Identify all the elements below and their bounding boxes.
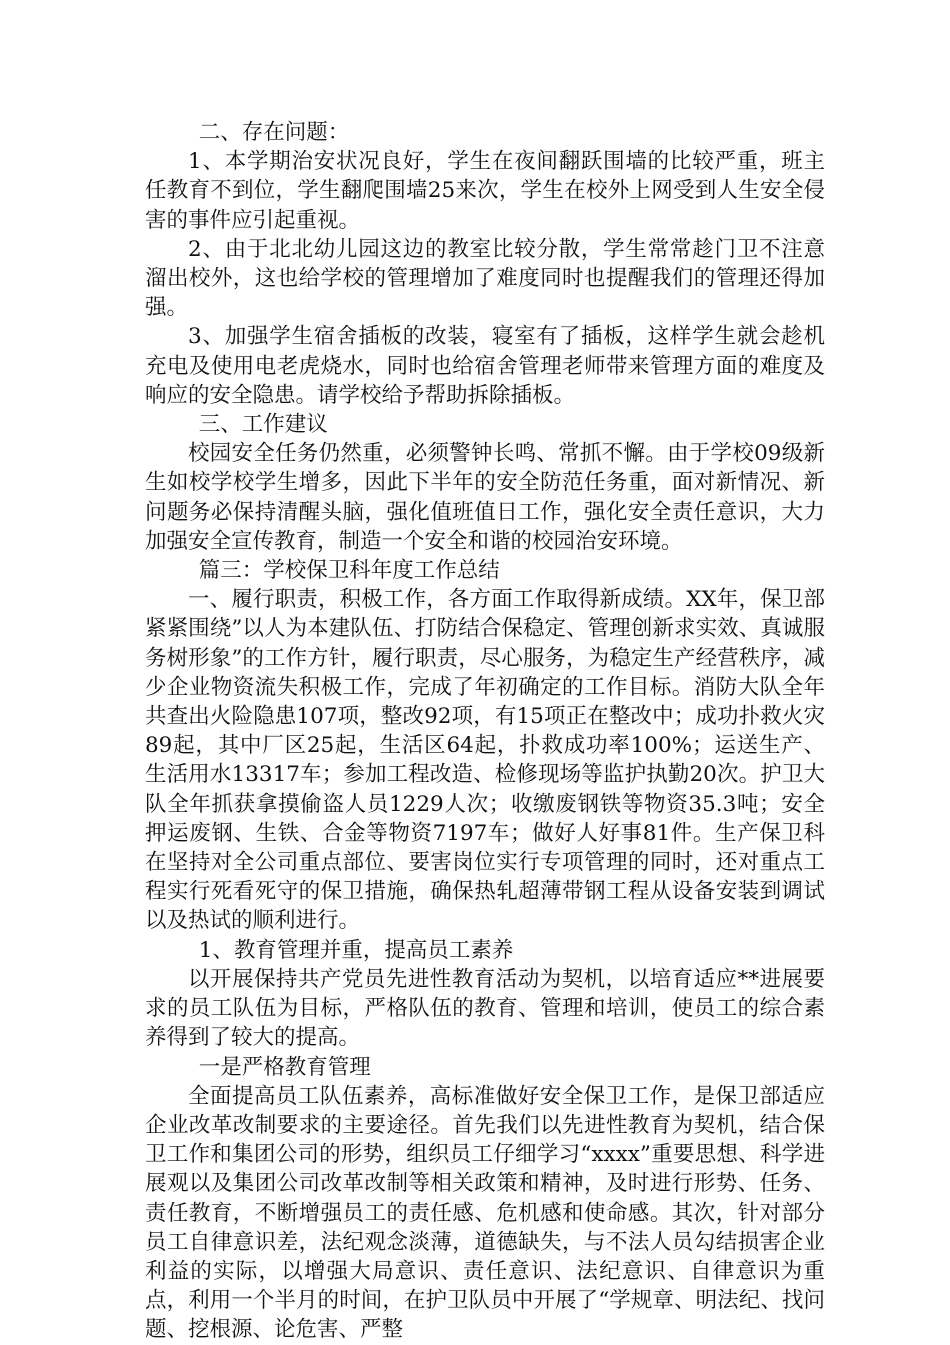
paragraph-education: 以开展保持共产党员先进性教育活动为契机，以培育适应**进展要求的员工队伍为目标，严格队伍的教育、管理和培训，使员工的综合素养得到了较大的提高。: [145, 966, 825, 1051]
section-heading-strict-management: 一是严格教育管理: [198, 1054, 371, 1080]
section-heading-suggestions: 三、工作建议: [198, 412, 328, 438]
section-heading-education: 1、教育管理并重，提高员工素养: [198, 937, 514, 963]
section-heading-part-three: 篇三：学校保卫科年度工作总结: [198, 558, 500, 584]
paragraph-suggestion: 校园安全任务仍然重，必须警钟长鸣、常抓不懈。由于学校09级新生如校学校学生增多，因此下半年的安全防范任务重，面对新情况、新问题务必保持清醒头脑，强化值班值日工作，强化安全责任意识，大力加强安全宣传教育，制造一个安全和谐的校园治安环境。: [145, 441, 825, 554]
paragraph-strict-management: 全面提高员工队伍素养，高标准做好安全保卫工作，是保卫部适应企业改革改制要求的主要途径。首先我们以先进性教育为契机，结合保卫工作和集团公司的形势，组织员工仔细学习“xxxx”重要思想、科学进展观以及集团公司改革改制等相关政策和精神，及时进行形势、任务、责任教育，不断增强员工的责任感、危机感和使命感。其次，针对部分员工自律意识差，法纪观念淡薄，道德缺失，与不法人员勾结损害企业利益的实际，以增强大局意识、责任意识、法纪意识、自律意识为重点，利用一个半月的时间，在护卫队员中开展了“学规章、明法纪、找问题、挖根源、论危害、严整: [145, 1083, 825, 1343]
paragraph-problem-2: 2、由于北北幼儿园这边的教室比较分散，学生常常趁门卫不注意溜出校外，这也给学校的管理增加了难度同时也提醒我们的管理还得加强。: [145, 236, 825, 321]
paragraph-problem-3: 3、加强学生宿舍插板的改装，寝室有了插板，这样学生就会趁机充电及使用电老虎烧水，同时也给宿舍管理老师带来管理方面的难度及响应的安全隐患。请学校给予帮助拆除插板。: [145, 324, 825, 408]
section-heading-problems: 二、存在问题：: [198, 120, 350, 145]
document-body: [145, 118, 825, 1345]
paragraph-problem-1: 1、本学期治安状况良好，学生在夜间翻跃围墙的比较严重，班主任教育不到位，学生翻爬围墙25来次，学生在校外上网受到人生安全侵害的事件应引起重视。: [145, 149, 825, 233]
paragraph-duties: 一、履行职责，积极工作，各方面工作取得新成绩。XX年，保卫部紧紧围绕”以人为本建队伍、打防结合保稳定、管理创新求实效、真诚服务树形象”的工作方针，履行职责，尽心服务，为稳定生产经营秩序，减少企业物资流失积极工作，完成了年初确定的工作目标。消防大队全年共查出火险隐患107项，整改92项，有15项正在整改中；成功扑救火灾89起，其中厂区25起，生活区64起，扑救成功率100%；运送生产、生活用水13317车；参加工程改造、检修现场等监护执勤20次。护卫大队全年抓获拿摸偷盗人员1229人次；收缴废钢铁等物资35.3吨；安全押运废钢、生铁、合金等物资7197车；做好人好事81件。生产保卫科在坚持对全公司重点部位、要害岗位实行专项管理的同时，还对重点工程实行死看死守的保卫措施，确保热轧超薄带钢工程从设备安装到调试以及热试的顺利进行。: [145, 587, 825, 934]
